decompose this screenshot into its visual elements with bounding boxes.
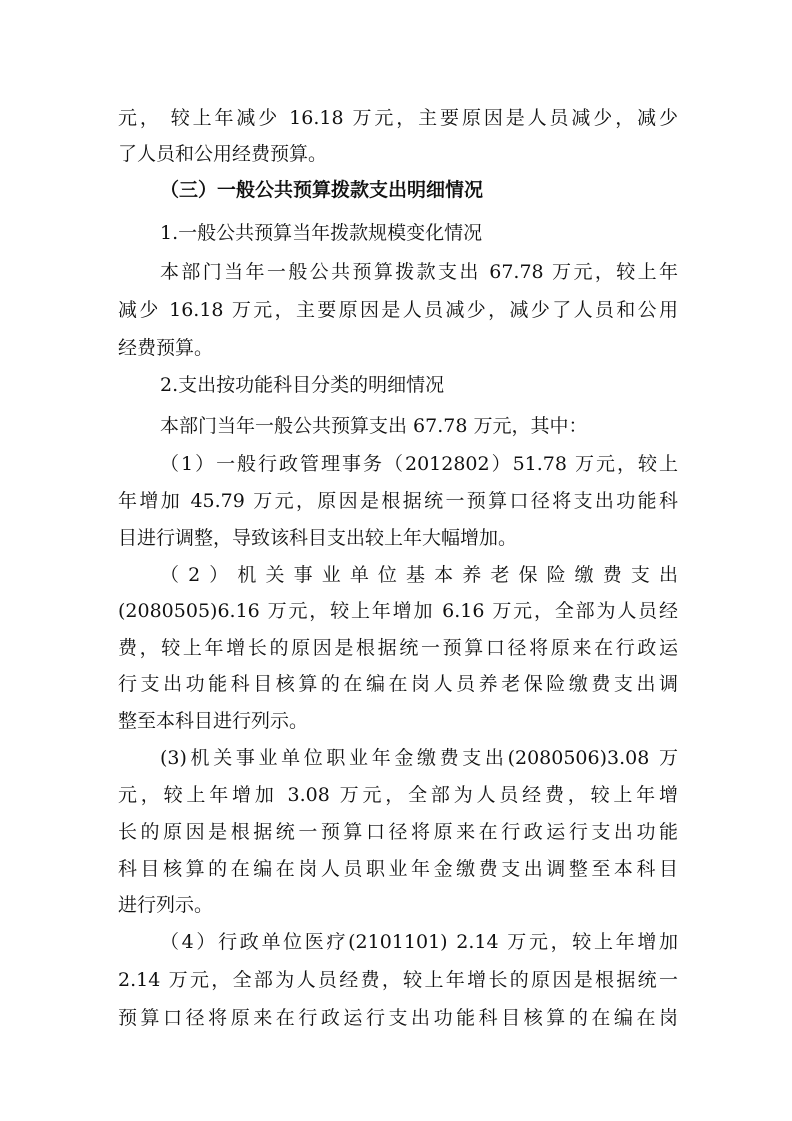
section-heading: （三）一般公共预算拨款支出明细情况 <box>160 179 484 201</box>
paragraph-line: 了人员和公用经费预算。 <box>118 143 328 165</box>
paragraph-line: 进行列示。 <box>118 894 214 916</box>
subsection-heading: 2.支出按功能科目分类的明细情况 <box>160 374 445 396</box>
paragraph-line: 2.14 万元，全部为人员经费，较上年增长的原因是根据统一 <box>118 969 678 991</box>
paragraph-line: 本部门当年一般公共预算支出 67.78 万元，其中： <box>160 415 588 437</box>
paragraph-line: 目进行调整，导致该科目支出较上年大幅增加。 <box>118 527 518 549</box>
paragraph-line: 长的原因是根据统一预算口径将原来在行政运行支出功能 <box>118 821 678 843</box>
paragraph-line: 元，较上年增加 3.08 万元，全部为人员经费，较上年增 <box>118 784 678 806</box>
paragraph-line: 减少 16.18 万元，主要原因是人员减少，减少了人员和公用 <box>118 299 678 321</box>
paragraph-line: 行支出功能科目核算的在编在岗人员养老保险缴费支出调 <box>118 673 678 695</box>
paragraph-line: (3)机关事业单位职业年金缴费支出(2080506)3.08 万 <box>160 747 678 769</box>
paragraph-line: (2080505)6.16 万元，较上年增加 6.16 万元，全部为人员经 <box>118 600 678 622</box>
paragraph-line: 整至本科目进行列示。 <box>118 710 309 732</box>
paragraph-line: 本部门当年一般公共预算拨款支出 67.78 万元，较上年 <box>160 261 678 283</box>
paragraph-line: 经费预算。 <box>118 337 214 359</box>
paragraph-line: （2）机关事业单位基本养老保险缴费支出 <box>160 564 678 586</box>
paragraph-line: （1）一般行政管理事务（2012802）51.78 万元，较上 <box>160 453 678 475</box>
paragraph-line: 费，较上年增长的原因是根据统一预算口径将原来在行政运 <box>118 637 678 659</box>
paragraph-line: 科目核算的在编在岗人员职业年金缴费支出调整至本科目 <box>118 858 678 880</box>
paragraph-line: 预算口径将原来在行政运行支出功能科目核算的在编在岗 <box>118 1007 678 1029</box>
paragraph-line: 元， 较上年减少 16.18 万元，主要原因是人员减少，减少 <box>118 107 678 129</box>
subsection-heading: 1.一般公共预算当年拨款规模变化情况 <box>160 222 483 244</box>
paragraph-line: 年增加 45.79 万元，原因是根据统一预算口径将支出功能科 <box>118 490 678 512</box>
paragraph-line: （4）行政单位医疗(2101101) 2.14 万元，较上年增加 <box>160 931 678 953</box>
